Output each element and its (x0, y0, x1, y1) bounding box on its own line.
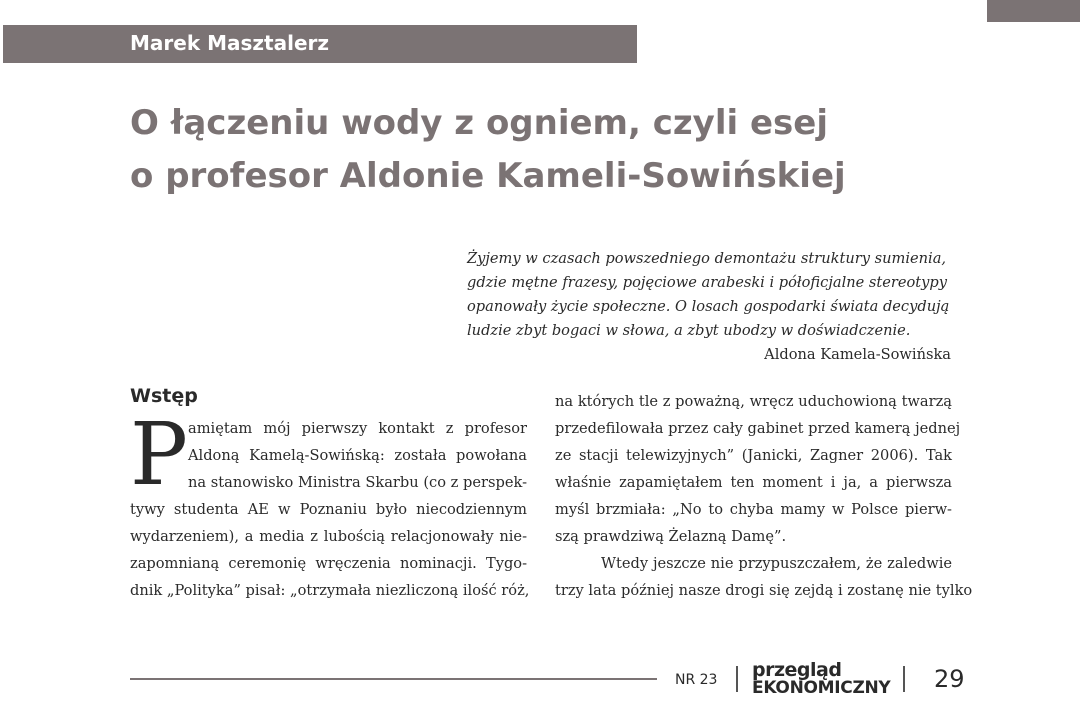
journal-logo (752, 660, 897, 700)
issue-number: NR 23 (675, 672, 718, 688)
logo-bottom-text: EKONOMICZNY (752, 678, 891, 698)
paragraph-line: tywy studenta AE w Poznaniu było niecodziennym (130, 501, 527, 518)
footer-divider (903, 666, 905, 692)
epigraph (467, 247, 951, 367)
epigraph-line: gdzie mętne frazesy, pojęciowe arabeski i półoficjalne stereotypy (467, 274, 947, 291)
epigraph-line: ludzie zbyt bogaci w słowa, a zbyt ubodzy w doświadczenie. (467, 322, 911, 339)
page-number: 29 (934, 665, 965, 693)
epigraph-line: opanowały życie społeczne. O losach gospodarki świata decydują (467, 298, 950, 315)
footer-divider (736, 666, 738, 692)
paragraph-line: myśl brzmiała: „No to chyba mamy w Polsce pierw- (555, 501, 952, 518)
paragraph-line: na stanowisko Ministra Skarbu (co z perspek- (188, 474, 527, 491)
epigraph-line: Żyjemy w czasach powszedniego demontażu struktury sumienia, (467, 250, 947, 267)
paragraph-line: zapomnianą ceremonię wręczenia nominacji. Tygo- (130, 555, 527, 572)
paragraph-line: trzy lata później nasze drogi się zejdą i zostanę nie tylko (555, 582, 973, 599)
paragraph-line: dnik „Polityka” pisał: „otrzymała niezliczoną ilość róż, (130, 582, 530, 599)
author-bar (3, 25, 637, 63)
paragraph-line: wydarzeniem), a media z lubością relacjonowały nie- (130, 528, 527, 545)
drop-cap: P (130, 405, 188, 505)
paragraph-line: Wtedy jeszcze nie przypuszczałem, że zaledwie (601, 555, 952, 572)
paragraph-line: amiętam mój pierwszy kontakt z profesor (188, 420, 527, 437)
author-name: Marek Masztalerz (130, 31, 330, 55)
paragraph-line: Aldoną Kamelą-Sowińską: została powołana (188, 447, 527, 464)
logo-top-text: przegląd (752, 659, 842, 681)
left-column (130, 415, 530, 604)
paragraph-line: ze stacji telewizyjnych” (Janicki, Zagner 2006). Tak (555, 447, 952, 464)
paragraph-line: szą prawdziwą Żelazną Damę”. (555, 528, 787, 545)
right-column (555, 388, 973, 604)
epigraph-author: Aldona Kamela-Sowińska (764, 346, 951, 363)
title-line-1: O łączeniu wody z ogniem, czyli esej (130, 103, 828, 143)
footer-rule (130, 678, 657, 680)
paragraph-line: na których tle z poważną, wręcz uduchowioną twarzą (555, 393, 952, 410)
article-title (130, 97, 1010, 203)
title-line-2: o profesor Aldonie Kameli-Sowińskiej (130, 156, 846, 196)
section-heading: Wstęp (130, 385, 198, 407)
paragraph-line: przedefilowała przez cały gabinet przed kamerą jednej (555, 420, 961, 437)
paragraph-line: właśnie zapamiętałem ten moment i ja, a pierwsza (555, 474, 952, 491)
corner-tab (987, 0, 1080, 22)
